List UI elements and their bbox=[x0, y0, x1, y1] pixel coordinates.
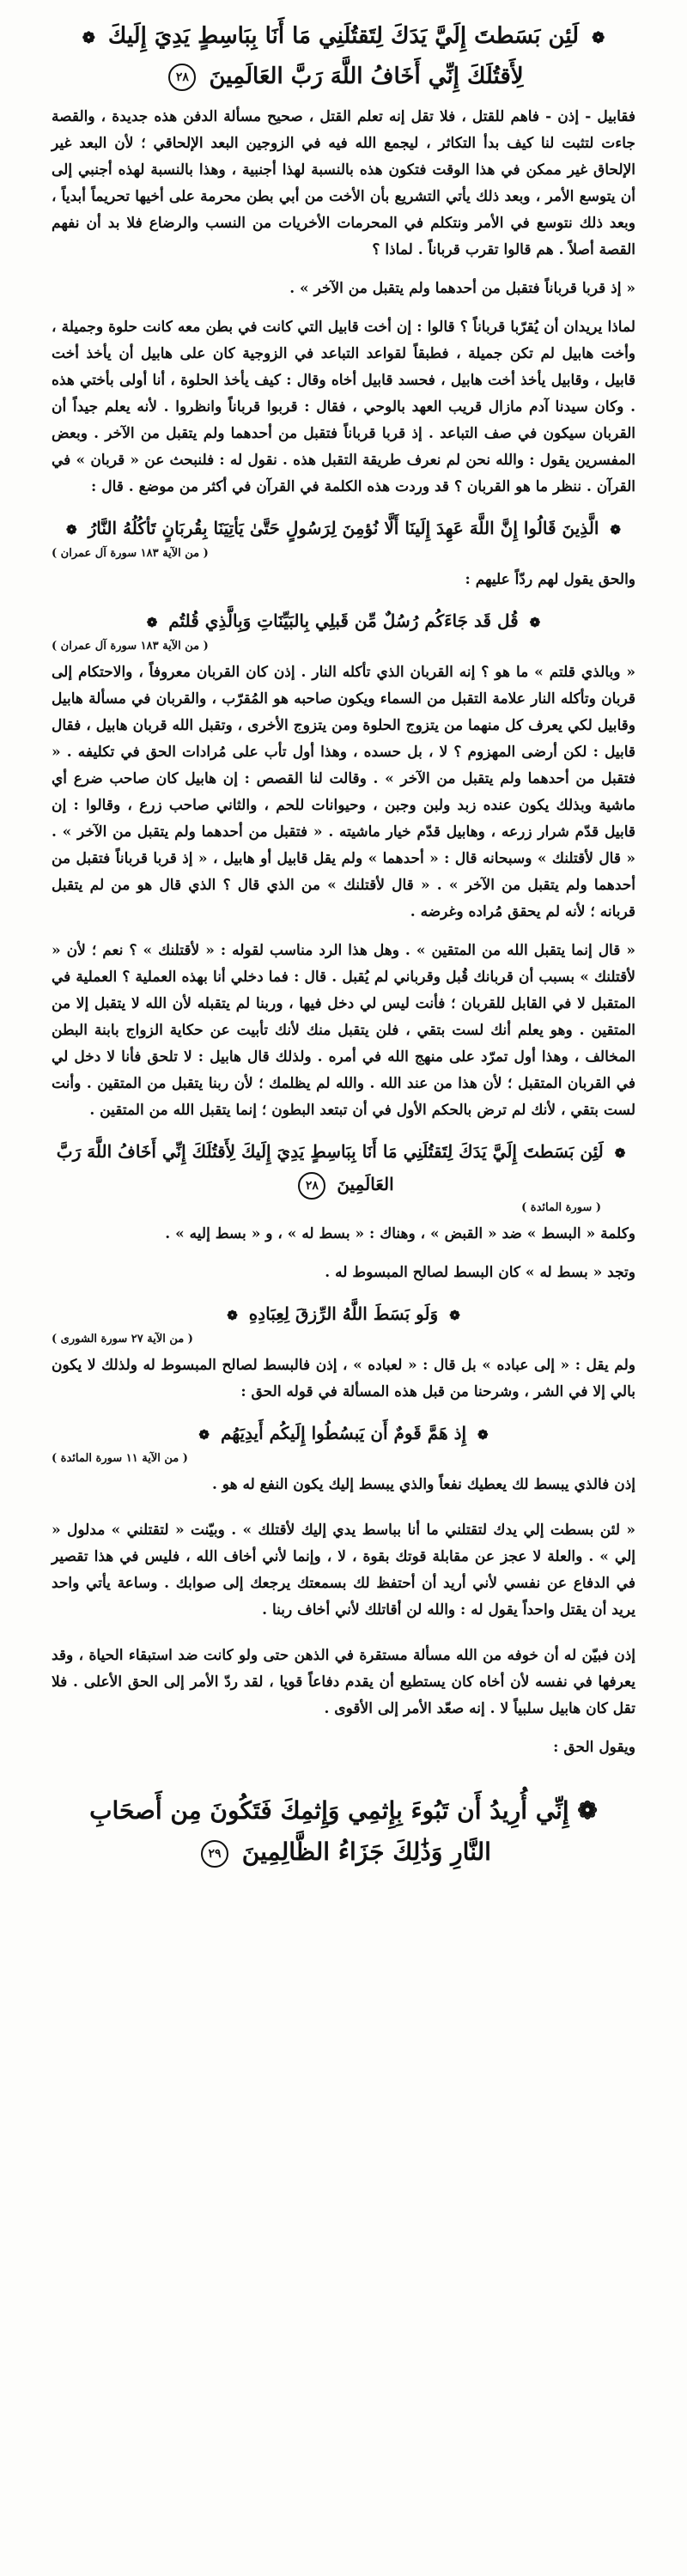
paragraph-2: « إذ قربا قرباناً فتقبل من أحدهما ولم يتقبل من الآخر » . bbox=[289, 280, 635, 297]
closing-verse-text-1: إِنِّي أُرِيدُ أَن تَبُوءَ بِإِثمِي وَإِثمِكَ فَتَكُونَ مِن أَصحَابِ bbox=[89, 1796, 569, 1825]
ornament-icon: ❁ bbox=[614, 1145, 626, 1161]
quoted-verse-4-text: وَلَو بَسَطَ اللَّهُ الرِّزقَ لِعِبَادِهِ bbox=[248, 1303, 439, 1324]
paragraph-8: إذن فالذي يبسط لك يعطيك نفعاً والذي يبسط إليك يكون النفع له هو . bbox=[211, 1476, 635, 1493]
verse-number-badge: ٢٩ bbox=[201, 1840, 228, 1868]
closing-verse-line-1 bbox=[52, 1790, 635, 1832]
ornament-icon: ❁ bbox=[477, 1427, 489, 1443]
quoted-verse-1-text: الَّذِينَ قَالُوا إِنَّ اللَّهَ عَهِدَ إِلَينَا أَلَّا نُؤمِنَ لِرَسُولٍ حَتَّىٰ يَأتِيَنَا بِقُربَانٍ تَأكُلُهُ النَّارُ bbox=[88, 518, 599, 538]
header-verse-text-2: لِأَقتُلَكَ إِنِّي أَخَافُ اللَّهَ رَبَّ العَالَمِينَ bbox=[209, 64, 524, 89]
paragraph-6: وكلمة « البسط » ضد « القبض » ، وهناك : « بسط له » ، و « بسط إليه » . bbox=[165, 1225, 635, 1242]
paragraph-7: وتجد « بسط له » كان البسط لصالح المبسوط له . bbox=[325, 1264, 635, 1281]
quoted-verse-3-text: لَئِن بَسَطتَ إِلَيَّ يَدَكَ لِتَقتُلَنِي مَا أَنَا بِبَاسِطٍ يَدِيَ إِلَيكَ لِأَقتُلَكَ إِنِّي أَخَافُ اللَّهَ رَبَّ العَالَمِينَ bbox=[56, 1141, 604, 1194]
ornament-icon: ❁ bbox=[198, 1427, 210, 1443]
paragraph-11: ويقول الحق : bbox=[553, 1739, 635, 1756]
quoted-verse-5 bbox=[52, 1418, 635, 1450]
ornament-icon: ❁ bbox=[82, 29, 95, 47]
ornament-icon: ❁ bbox=[529, 615, 541, 630]
ornament-icon: ❁ bbox=[227, 1308, 238, 1323]
ornament-icon: ❁ bbox=[577, 1796, 598, 1825]
ornament-icon: ❁ bbox=[610, 522, 621, 538]
header-verse-line-1 bbox=[52, 17, 635, 58]
quoted-verse-2-text: قُل قَد جَاءَكُم رُسُلٌ مِّن قَبلِي بِالبَيِّنَاتِ وَبِالَّذِي قُلتُم bbox=[168, 611, 519, 631]
verse-4-reference: ( من الآية ٢٧ سورة الشورى ) bbox=[52, 1333, 193, 1346]
paragraph-4: « وبالذي قلتم » ما هو ؟ إنه القربان الذي تأكله النار . إذن كان القربان معروفاً ، والاحتكام إلى قربان وتأكله النار علامة التقبل من السماء ويكون صاحبه هو المُقرّب ، والقربان في مسألة هابيل وقابيل لكي يعرف كل منهما من يتزوج الحلوة ومن يتزوج الأخرى ، وتقبل الله قربان هابيل ، فقال قابيل : لكن أرضى المهزوم ؟ لا ، بل حسده ، وهذا أول تأب على مُرادات الحق في تكليفه . « فتقبل من أحدهما ولم يتقبل من الآخر » . وقالت لنا القصص : إن هابيل كان صاحب ضرع أي ماشية وبذلك يكون عنده زبد ولبن وجبن ، وحيوانات للحم ، والثاني صاحب زرع ، وقالوا : إن قابيل قدّم شرار زرعه ، وهابيل قدّم خيار ماشيته . « فتقبل من أحدهما ولم يتقبل من الآخر » . « قال لأقتلنك » وسبحانه قال : « أحدهما » ولم يقل قابيل أو هابيل ، « إذ قربا قرباناً فتقبل من أحدهما ولم يتقبل من الآخر » . « قال لأقتلنك » من الذي قال ؟ الذي قال هو من لم يتقبل قربانه ؛ لأنه لم يحقق مُراده وغرضه . bbox=[52, 664, 635, 920]
paragraph-5: « قال إنما يتقبل الله من المتقين » . وهل هذا الرد مناسب لقوله : « لأقتلنك » ؟ نعم ؛ لأن « لأقتلنك » بسبب أن قربانك قُبل وقرباني لم يُقبل . قال : فما دخلي أنا بهذه العملية ؟ العملية في المتقبل لا في القابل للقربان ؛ فأنت ليس لي دخل فيها ، وربنا لم يتقبله لأن الله لا يتقبل إلا من المتقين . وهو يعلم أنك لست بتقي ، فلن يتقبل منك لأنك تأبيت عن حكاية الزواج بابنة البطن المخالف ، وهذا أول تمرّد على منهج الله في أمره . ولذلك قال هابيل : لا تلحق فأنا لا دخل لي في القربان المتقبل ؛ لأن هذا من عند الله . والله لم يظلمك ؛ لأن ربنا يتقبل من المتقين . وأنت لست بتقي ، لأنك لم ترض بالحكم الأول في أن تبتعد البطون ؛ إنما يتقبل الله من المتقين . bbox=[52, 942, 635, 1119]
paragraph-after-verse-1: والحق يقول لهم ردّاً عليهم : bbox=[465, 571, 635, 588]
paragraph-3: لماذا يريدان أن يُقرّبا قرباناً ؟ قالوا : إن أخت قابيل التي كانت في بطن معه كانت حلوة وجميلة ، وأخت هابيل لم تكن جميلة ، فطبقاً لقواعد التباعد في الزوجية كان على هابيل أن يأخذ أخت قابيل ، وقابيل يأخذ أخت هابيل ، فحسد قابيل أخاه وقال : كيف يأخذ الحلوة ، أنا أولى بأختي هذه . وكان سيدنا آدم مازال قريب العهد بالوحي ، فقال : قربوا قرباناً وانظروا . لأنه يعلم جيداً أن القربان سيكون في صف التباعد . إذ قربا قرباناً فتقبل من أحدهما ولم يتقبل من الآخر . وبعض المفسرين يقول : والله نحن لم نعرف طريقة التقبل هذه . نقول له : فلنبحث عن « قربان » في القرآن . ننظر ما هو القربان ؟ قد وردت هذه الكلمة في القرآن في أكثر من موضع . قال : bbox=[52, 319, 635, 495]
quoted-verse-3 bbox=[52, 1136, 635, 1200]
verse-number-badge: ٢٨ bbox=[298, 1172, 325, 1200]
quoted-verse-4 bbox=[52, 1298, 635, 1331]
verse-2-reference: ( من الآية ١٨٣ سورة آل عمران ) bbox=[52, 640, 209, 653]
paragraph-9: « لئن بسطت إلي يدك لتقتلني ما أنا بباسط يدي إليك لأقتلك » . وبيّنت « لتقتلني » مدلول « إلي » . والعلة لا عجز عن مقابلة قوتك بقوة ، لا ، وإنما لأني أخاف الله ، فليس في هذا تقصير في الدفاع عن نفسي لأني أريد أن أحتفظ لك بسمعتك يرجعك إلى صوابك . وساعة يأتي واحد يريد أن يقتل واحداً يقول له : والله لن أقاتلك لأني أخاف ربنا . bbox=[52, 1522, 635, 1619]
header-verse-text-1: لَئِن بَسَطتَ إِلَيَّ يَدَكَ لِتَقتُلَنِي مَا أَنَا بِبَاسِطٍ يَدِيَ إِلَيكَ bbox=[107, 23, 580, 49]
paragraph-after-verse-4: ولم يقل : « إلى عباده » بل قال : « لعباده » ، إذن فالبسط لصالح المبسوط له ولذلك لا يكون بالي إلا في الشر ، وشرحنا من قبل هذه المسألة في قوله الحق : bbox=[52, 1357, 635, 1400]
verse-number-badge: ٢٨ bbox=[168, 64, 196, 91]
verse-1-reference: ( من الآية ١٨٣ سورة آل عمران ) bbox=[52, 547, 209, 560]
header-verse-line-2 bbox=[52, 58, 635, 95]
quoted-verse-2 bbox=[52, 605, 635, 638]
ornament-icon: ❁ bbox=[66, 522, 77, 538]
closing-verse-line-2 bbox=[52, 1832, 635, 1873]
closing-verse bbox=[52, 1790, 635, 1873]
quoted-verse-5-text: إِذ هَمَّ قَومٌ أَن يَبسُطُوا إِلَيكُم أَيدِيَهُم bbox=[220, 1423, 467, 1443]
ornament-icon: ❁ bbox=[146, 615, 158, 630]
header-verse bbox=[52, 17, 635, 95]
quoted-verse-1 bbox=[52, 513, 635, 545]
verse-5-reference: ( من الآية ١١ سورة المائدة ) bbox=[52, 1452, 188, 1465]
closing-verse-text-2: النَّارِ وَذَٰلِكَ جَزَاءُ الظَّالِمِينَ bbox=[241, 1838, 491, 1866]
ornament-icon: ❁ bbox=[449, 1308, 460, 1323]
verse-3-reference: ( سورة المائدة ) bbox=[521, 1201, 601, 1214]
paragraph-1: فقابيل - إذن - فاهم للقتل ، فلا تقل إنه تعلم القتل ، صحيح مسألة الدفن هذه جديدة ، والقصة جاءت لتثبت لنا كيف بدأ التكاثر ، ليجمع الله فيه في الزوجين البعد الإلحاقي ؛ لأن البعد غير الإلحاق غير ممكن في هذا الوقت فتكون هذه بالنسبة لهذا أجنبية ، وهذا بالنسبة لهذه أجنبي إلى أن يتوسع الأمر ، وبعد ذلك يأتي التشريع بأن الأخت من أبي بطن محرمة على أخيها تحريماً أبدياً ، وبعد ذلك نتوسع في الأمر ونتكلم في المحرمات الأخريات من النسب والرضاع فلا بد أن نفهم القصة أصلاً . هم قالوا تقرب قرباناً . لماذا ؟ bbox=[52, 108, 635, 258]
ornament-icon: ❁ bbox=[592, 29, 605, 47]
paragraph-10: إذن فبيّن له أن خوفه من الله مسألة مستقرة في الذهن حتى ولو كانت ضد استبقاء الحياة ، وقد يعرفها في نفسه لأن أخاه كان يستطيع أن يقدم دفاعاً قويا ، لقد ردّ الأمر إلى الحق الأعلى . فلا تقل كان هابيل سلبياً لا . إنه صعّد الأمر إلى الأقوى . bbox=[52, 1647, 636, 1717]
